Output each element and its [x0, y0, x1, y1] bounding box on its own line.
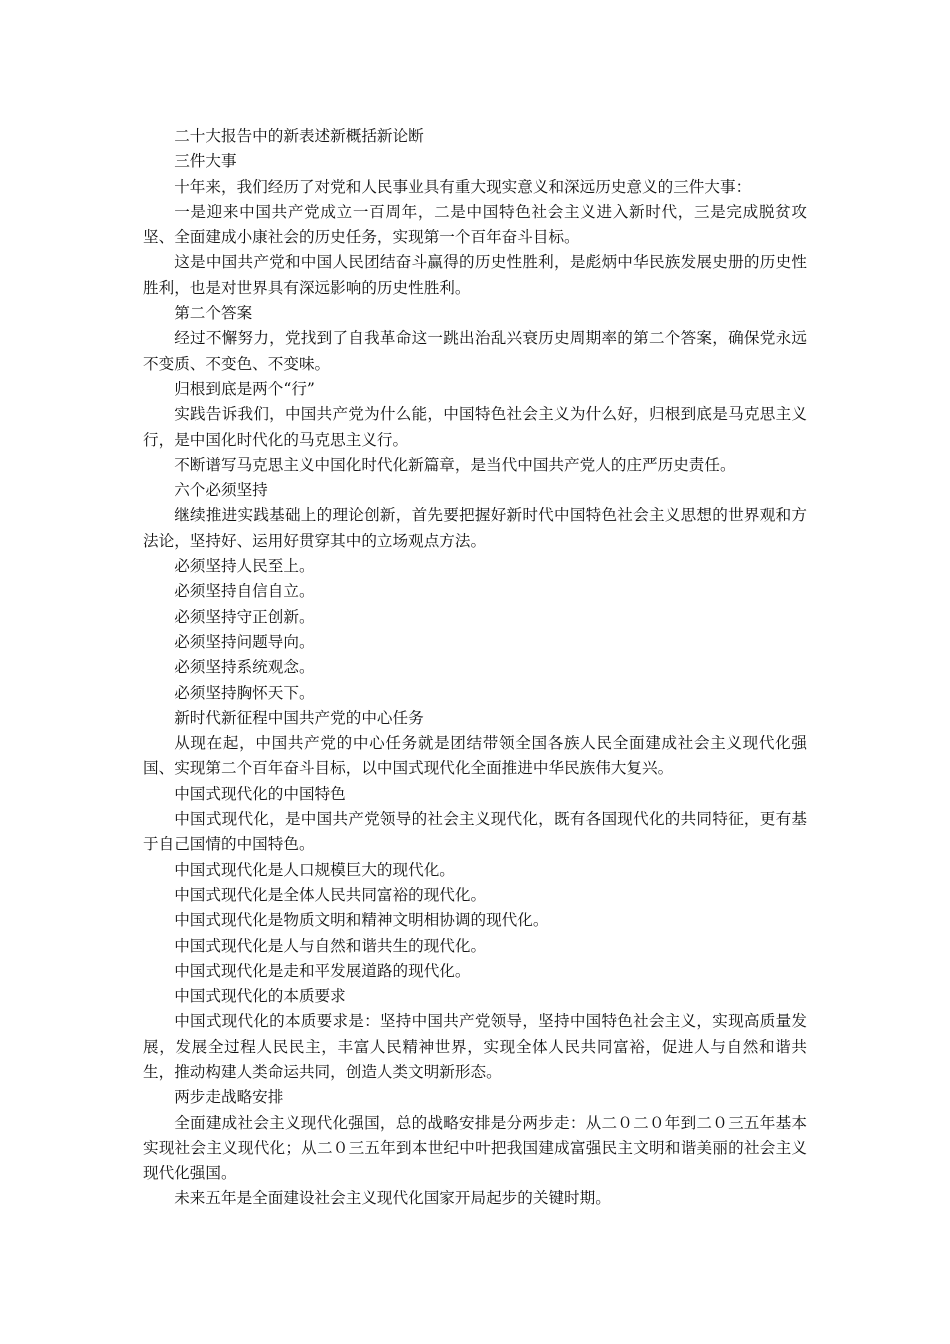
- list-item: 必须坚持胸怀天下。: [174, 683, 315, 702]
- list-item: 必须坚持系统观念。: [174, 658, 315, 677]
- paragraph: 十年来，我们经历了对党和人民事业具有重大现实意义和深远历史意义的三件大事：: [174, 177, 752, 196]
- list-item: 必须坚持问题导向。: [174, 632, 315, 651]
- section-heading: 三件大事: [174, 152, 237, 171]
- list-item: 中国式现代化是人与自然和谐共生的现代化。: [174, 936, 487, 955]
- list-item: 必须坚持守正创新。: [174, 607, 315, 626]
- list-item: 必须坚持人民至上。: [174, 557, 315, 576]
- paragraph: 一是迎来中国共产党成立一百周年，二是中国特色社会主义进入新时代，三是完成脱贫攻坚、全面建成小康社会的历史任务，实现第一个百年奋斗目标。: [143, 202, 807, 247]
- list-item: 中国式现代化是全体人民共同富裕的现代化。: [174, 885, 487, 904]
- section-heading: 第二个答案: [174, 304, 253, 323]
- document-title: 二十大报告中的新表述新概括新论断: [174, 127, 424, 145]
- paragraph: 这是中国共产党和中国人民团结奋斗赢得的历史性胜利，是彪炳中华民族发展史册的历史性胜利，也是对世界具有深远影响的历史性胜利。: [143, 253, 807, 297]
- paragraph: 未来五年是全面建设社会主义现代化国家开局起步的关键时期。: [174, 1189, 611, 1208]
- paragraph: 中国式现代化，是中国共产党领导的社会主义现代化，既有各国现代化的共同特征，更有基于自己国情的中国特色。: [143, 810, 807, 854]
- section-heading: 中国式现代化的中国特色: [174, 784, 346, 803]
- paragraph: 不断谱写马克思主义中国化时代化新篇章，是当代中国共产党人的庄严历史责任。: [174, 455, 736, 474]
- document-body: [143, 124, 807, 1212]
- paragraph: 实践告诉我们，中国共产党为什么能，中国特色社会主义为什么好，归根到底是马克思主义行，是中国化时代化的马克思主义行。: [143, 405, 807, 449]
- section-heading: 中国式现代化的本质要求: [174, 987, 346, 1006]
- section-heading: 六个必须坚持: [174, 481, 268, 500]
- list-item: 必须坚持自信自立。: [174, 582, 315, 601]
- paragraph: 全面建成社会主义现代化强国，总的战略安排是分两步走：从二０二０年到二０三五年基本实现社会主义现代化；从二０三五年到本世纪中叶把我国建成富强民主文明和谐美丽的社会主义现代化强国。: [143, 1113, 807, 1183]
- list-item: 中国式现代化是物质文明和精神文明相协调的现代化。: [174, 911, 549, 930]
- paragraph: 从现在起，中国共产党的中心任务就是团结带领全国各族人民全面建成社会主义现代化强国、实现第二个百年奋斗目标，以中国式现代化全面推进中华民族伟大复兴。: [143, 734, 807, 778]
- paragraph: 经过不懈努力，党找到了自我革命这一跳出治乱兴衰历史周期率的第二个答案，确保党永远不变质、不变色、不变味。: [143, 329, 807, 373]
- list-item: 中国式现代化是人口规模巨大的现代化。: [174, 860, 455, 879]
- section-heading: 两步走战略安排: [174, 1088, 284, 1107]
- list-item: 中国式现代化是走和平发展道路的现代化。: [174, 961, 471, 980]
- paragraph: 继续推进实践基础上的理论创新，首先要把握好新时代中国特色社会主义思想的世界观和方法论，坚持好、运用好贯穿其中的立场观点方法。: [143, 506, 807, 550]
- section-heading: 新时代新征程中国共产党的中心任务: [174, 708, 424, 727]
- section-heading: 归根到底是两个“行”: [174, 379, 315, 398]
- paragraph: 中国式现代化的本质要求是：坚持中国共产党领导，坚持中国特色社会主义，实现高质量发展，发展全过程人民民主，丰富人民精神世界，实现全体人民共同富裕，促进人与自然和谐共生，推动构建人类命运共同，创造人类文明新形态。: [143, 1012, 807, 1081]
